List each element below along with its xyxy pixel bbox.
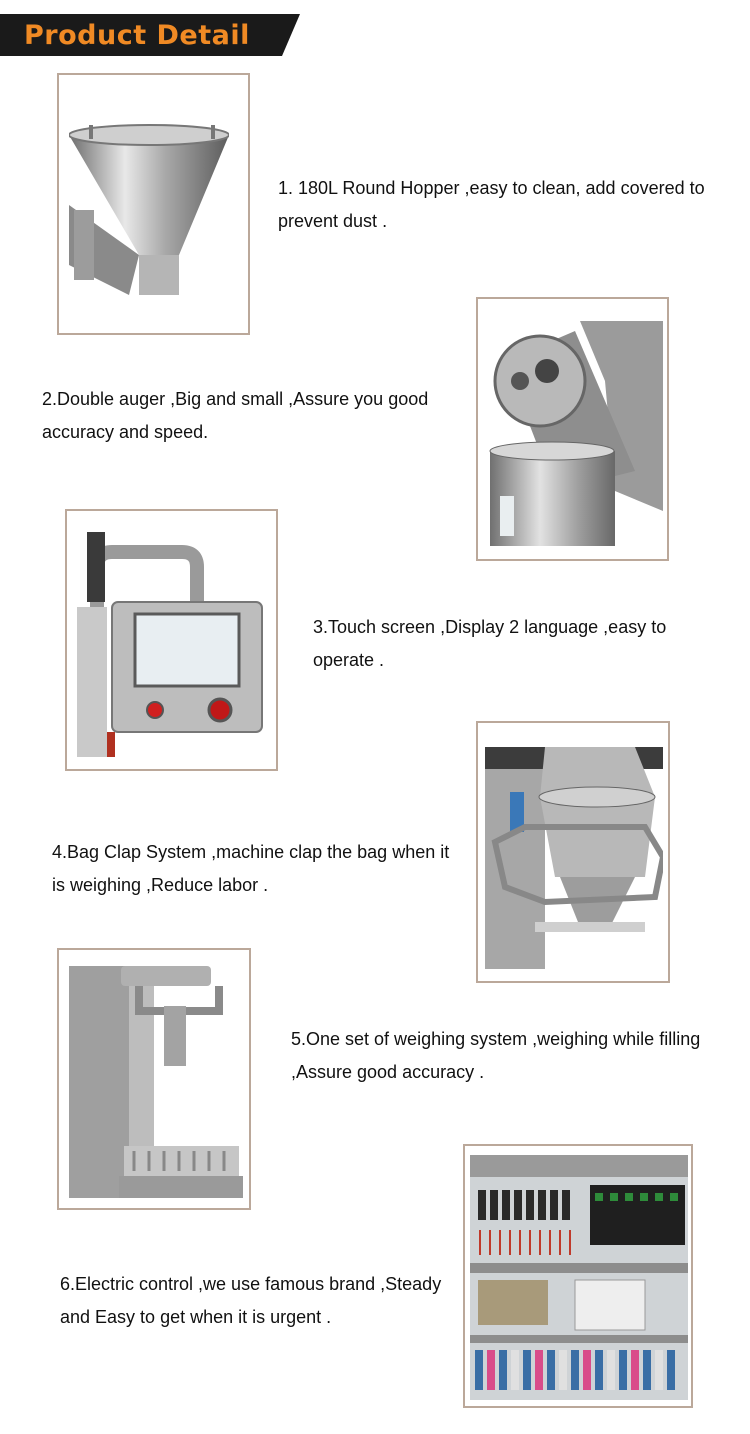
feature-description-3: 3.Touch screen ,Display 2 language ,easy to operate .: [313, 617, 667, 670]
product-photo-hopper: [57, 73, 250, 335]
feature-description-5: 5.One set of weighing system ,weighing while filling ,Assure good accuracy .: [291, 1029, 701, 1082]
product-photo-bag-clamp: [476, 721, 670, 983]
feature-description-4: 4.Bag Clap System ,machine clap the bag when it is weighing ,Reduce labor .: [52, 842, 450, 895]
product-photo-electric-control: [463, 1144, 693, 1408]
product-photo-touch-screen: [65, 509, 278, 771]
product-photo-double-auger: [476, 297, 669, 561]
feature-description-6: 6.Electric control ,we use famous brand ,Steady and Easy to get when it is urgent .: [60, 1274, 442, 1327]
feature-description-2: 2.Double auger ,Big and small ,Assure you good accuracy and speed.: [42, 389, 429, 442]
section-header-banner: [0, 14, 300, 56]
product-photo-weighing-system: [57, 948, 251, 1210]
feature-description-1: 1. 180L Round Hopper ,easy to clean, add covered to prevent dust .: [278, 178, 705, 231]
section-title: Product Detail: [24, 20, 250, 51]
